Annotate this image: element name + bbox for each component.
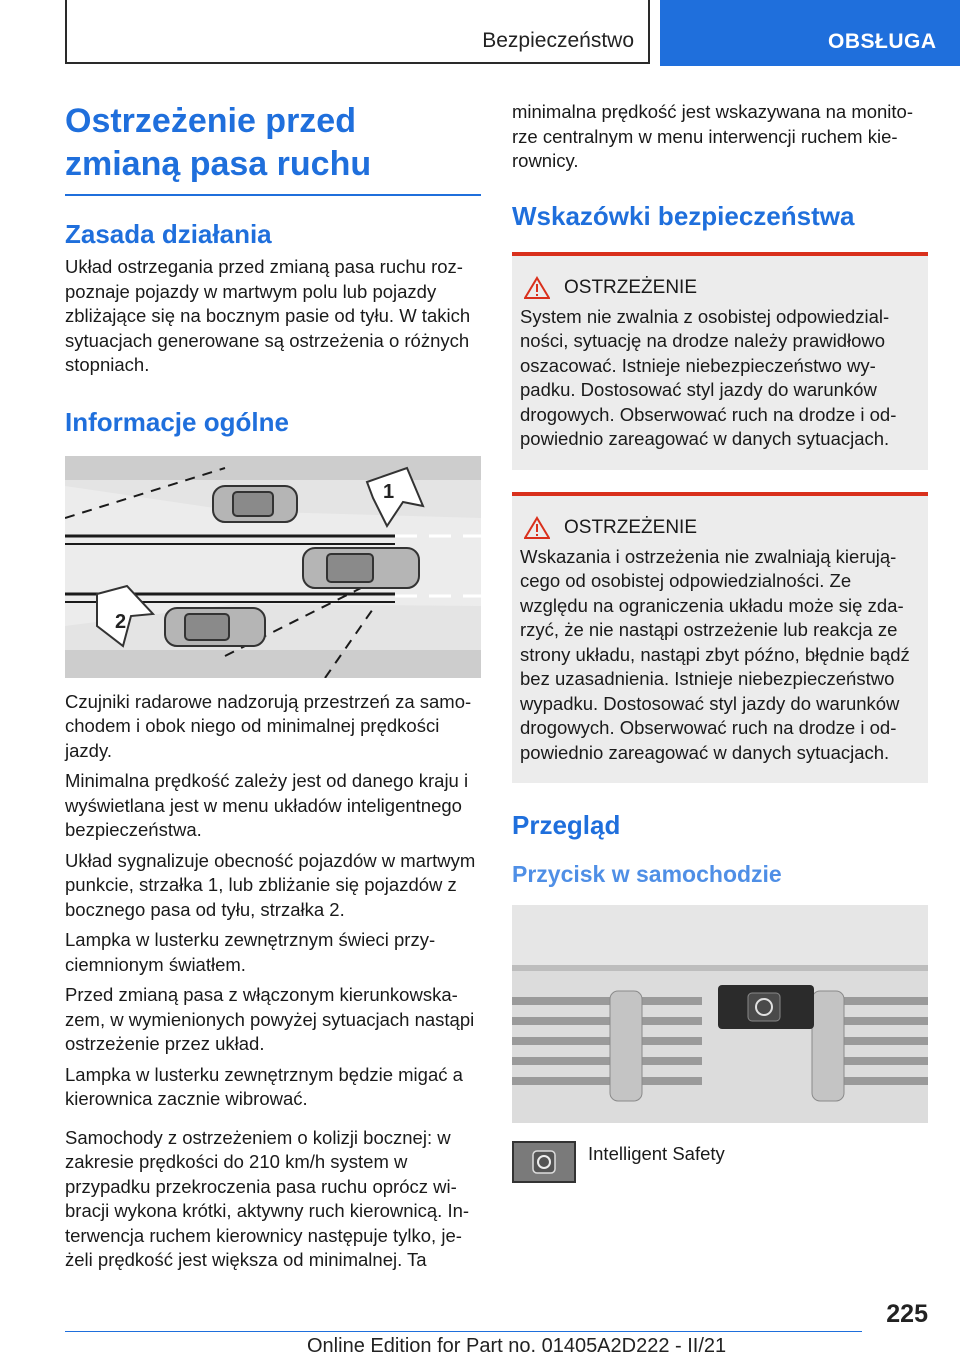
right-column — [512, 100, 930, 1183]
para-radar: Czujniki radarowe nadzorują przestrzeń za samochodem i obok niego od minimalnej prędkości jazdy. — [65, 690, 472, 761]
overview-heading: Przegląd — [512, 810, 621, 840]
warning-box-2 — [512, 492, 928, 784]
button-figure — [512, 905, 928, 1123]
car-safety-icon — [529, 1147, 559, 1177]
warning-1-title: OSTRZEŻENIE — [564, 276, 698, 298]
page-title: Ostrzeżenie przed zmianą pasa ruchu — [65, 102, 372, 183]
left-column — [65, 100, 483, 1273]
warning-1-text: System nie zwalnia z osobistej odpowiedzialności, sytuację na drodze należy prawidłowo oszacować. Istnieje niebezpieczeństwo wypadku. Dostosować styl jazdy do warunków drogowych. Obserwować ruch na drodze i odpowiednio zareagować w danych sytuacjach. — [520, 305, 897, 449]
para-side-collision: Samochody z ostrzeżeniem o kolizji bocznej: w zakresie prędkości do 210 km/h system w przypadku przekroczenia pasa ruchu oprócz wibracji wykona krótki, aktywny ruch kierownicą. Interwencja ruchem kierownicy następuje tylko, jeżeli prędkość jest większa od minimalnej. Ta — [65, 1126, 470, 1270]
car-bottom — [165, 608, 265, 646]
button-panel-illustration — [512, 905, 928, 1123]
header-chapter-tab[interactable]: OBSŁUGA — [660, 0, 960, 66]
figure-label-2: 2 — [115, 610, 127, 633]
warning-triangle-icon — [524, 516, 550, 540]
warning-2-text: Wskazania i ostrzeżenia nie zwalniają kierującego od osobistej odpowiedzialności. Ze względu na ograniczenia układu może się zdarzyć, że nie nastąpi ostrzeżenie lub reakcja ze strony układu, nastąpi zbyt późno, błędnie bądź bez uzasadnienia. Istnieje niebezpieczeństwo wypadku. Dostosować styl jazdy do warunków drogowych. Obserwować ruch na drodze i odpowiednio zareagować w danych sytuacjach. — [520, 545, 910, 763]
footer-edition: Online Edition for Part no. 01405A2D222 - II/21 — [307, 1335, 727, 1357]
warning-box-1 — [512, 252, 928, 470]
principle-text: Układ ostrzegania przed zmianą pasa ruchu rozpoznaje pojazdy w martwym polu lub pojazdy zbliżające się na bocznym pasie od tyłu. W takich sytuacjach generowane są ostrzeżenia o różnych stopniach. — [65, 256, 471, 375]
para-mirror-dim: Lampka w lusterku zewnętrznym świeci przyciemnionym światłem. — [65, 929, 436, 975]
para-mirror-flash: Lampka w lusterku zewnętrznym będzie migać a kierownica zacznie wibrować. — [65, 1063, 463, 1109]
title-rule — [65, 194, 481, 196]
para-continuation: minimalna prędkość jest wskazywana na monitorze centralnym w menu interwencji ruchem kierownicy. — [512, 101, 914, 171]
para-min-speed: Minimalna prędkość zależy jest od danego kraju i wyświetlana jest w menu układów inteligentnego bezpieczeństwa. — [65, 770, 469, 840]
lane-change-figure — [65, 456, 481, 678]
safety-heading: Wskazówki bezpieczeństwa — [512, 200, 855, 231]
lane-change-illustration — [65, 456, 481, 678]
general-heading: Informacje ogólne — [65, 406, 289, 437]
intelligent-safety-label: Intelligent Safety — [588, 1143, 725, 1164]
button-legend — [512, 1141, 930, 1183]
car-middle — [303, 548, 419, 588]
warning-triangle-icon — [524, 276, 550, 300]
button-heading: Przycisk w samochodzie — [512, 861, 782, 887]
page-number: 225 — [886, 1300, 928, 1328]
principle-heading: Zasada działania — [65, 219, 272, 249]
footer-rule — [65, 1331, 862, 1332]
para-signal: Układ sygnalizuje obecność pojazdów w martwym punkcie, strzałka 1, lub zbliżanie się pojazdów z bocznego pasa od tyłu, strzałka 2. — [65, 849, 476, 920]
car-top — [213, 486, 297, 522]
warning-2-title: OSTRZEŻENIE — [564, 516, 698, 538]
header-section-title: Bezpieczeństwo — [482, 29, 634, 52]
intelligent-safety-button-icon[interactable] — [512, 1141, 576, 1183]
para-lane-change: Przed zmianą pasa z włączonym kierunkowskazem, w wymienionych powyżej sytuacjach nastąpi ostrzeżenie przez układ. — [65, 984, 475, 1054]
figure-label-1: 1 — [383, 480, 395, 503]
header-section-box — [65, 0, 650, 64]
